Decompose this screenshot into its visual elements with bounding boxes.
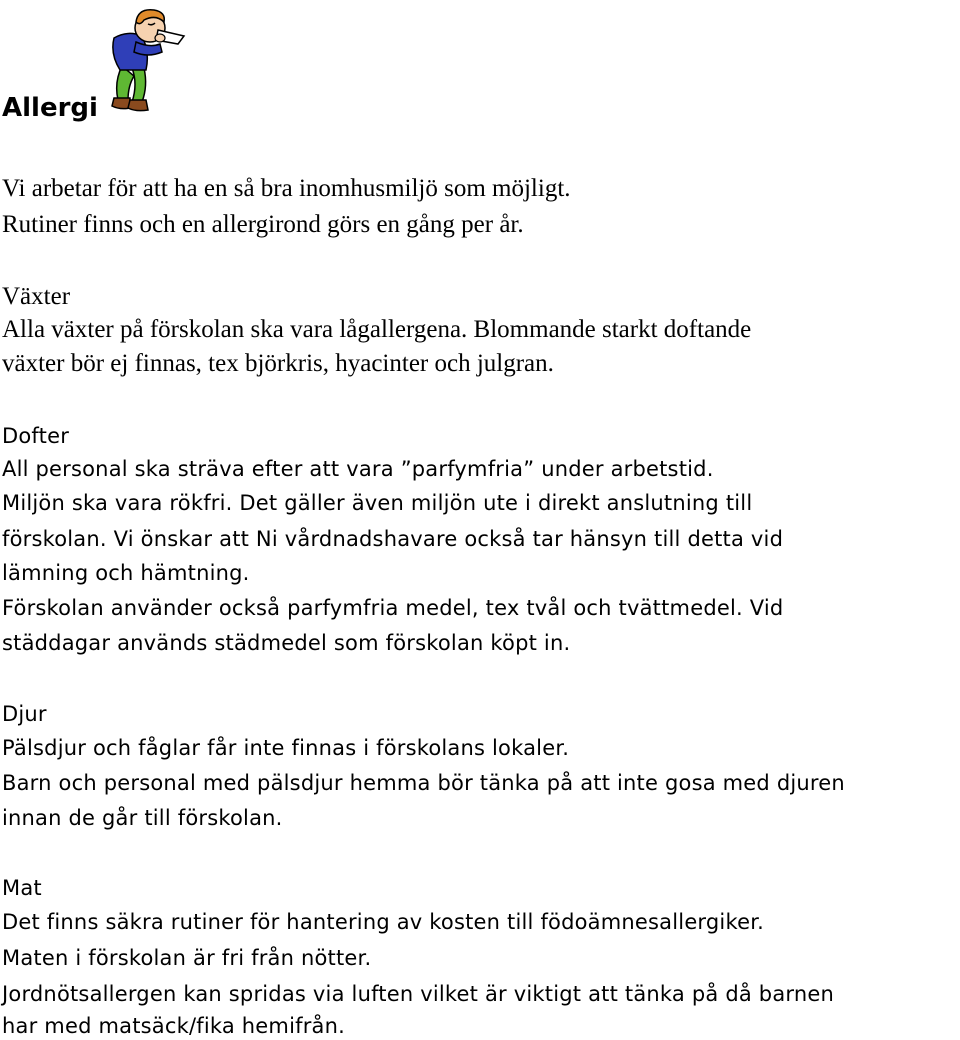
djur-line: innan de går till förskolan. (2, 806, 283, 830)
section-heading-djur: Djur (2, 702, 47, 726)
dofter-line: Miljön ska vara rökfri. Det gäller även miljön ute i direkt anslutning till (2, 491, 753, 515)
mat-line: har med matsäck/fika hemifrån. (2, 1014, 345, 1038)
section-heading-vaxter: Växter (2, 283, 71, 310)
intro-line: Rutiner finns och en allergirond görs en gång per år. (2, 211, 524, 238)
djur-line: Barn och personal med pälsdjur hemma bör tänka på att inte gosa med djuren (2, 771, 845, 795)
sneezing-boy-icon (92, 4, 192, 116)
mat-line: Jordnötsallergen kan spridas via luften vilket är viktigt att tänka på då barnen (2, 982, 834, 1006)
dofter-line: lämning och hämtning. (2, 561, 250, 585)
dofter-line: All personal ska sträva efter att vara ”parfymfria” under arbetstid. (2, 457, 714, 481)
vaxter-line: Alla växter på förskolan ska vara lågallergena. Blommande starkt doftande (2, 316, 752, 343)
dofter-line: Förskolan använder också parfymfria medel, tex tvål och tvättmedel. Vid (2, 596, 784, 620)
dofter-line: förskolan. Vi önskar att Ni vårdnadshavare också tar hänsyn till detta vid (2, 527, 784, 551)
section-heading-mat: Mat (2, 876, 42, 900)
mat-line: Maten i förskolan är fri från nötter. (2, 946, 372, 970)
section-heading-dofter: Dofter (2, 424, 70, 448)
mat-line: Det finns säkra rutiner för hantering av kosten till födoämnesallergiker. (2, 910, 764, 934)
vaxter-line: växter bör ej finnas, tex björkris, hyacinter och julgran. (2, 350, 554, 377)
intro-line: Vi arbetar för att ha en så bra inomhusmiljö som möjligt. (2, 175, 571, 202)
djur-line: Pälsdjur och fåglar får inte finnas i förskolans lokaler. (2, 736, 570, 760)
page-title: Allergi (2, 93, 98, 123)
dofter-line: städdagar används städmedel som förskolan köpt in. (2, 631, 571, 655)
